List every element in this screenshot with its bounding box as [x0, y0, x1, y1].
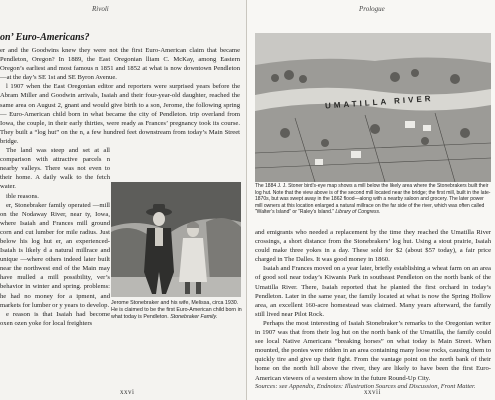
page-number-right: xxvii [364, 388, 381, 396]
map-caption-text: The 1884 J. J. Stoner bird’s-eye map shows a mill below the likely area where the Stonebrakers built their log hut. Note that the view above is of the second mill located near the bridge; the first mill, built in the late-1870s, but was swept away in the 1862 flood—along with a nearby saloon and grocery. The later power mill owners at this location enlarged a natural millrace on the far side of the river, which was often called “Walter’s Island” or “Raley’s Island.” [255, 183, 491, 216]
paragraph: and emigrants who needed a replacement by the time they reached the Umatilla River crossings, a short distance from the Stonebrakers’ log hut. Using a stout prairie, Isaiah could make three yokes in a day. These sold for $2 (about $57 today), a fair price charged in The Dalles. It was good money in 1860. [255, 229, 491, 264]
right-page [247, 0, 495, 400]
caption-credit: Stonebraker Family. [170, 314, 218, 321]
paragraph: e reason is that Isaiah had become oxen ozen yoke for local freighters [0, 310, 110, 327]
sources-note: Sources: see Appendix, Endnotes: Illustration Sources and Discussion, Front Matter. [255, 383, 476, 390]
paragraph: er, Stonebraker family operated —mill on the Nodaway River, near ty, Iowa, where Isaiah and Frances mill ground corn and cut lumber for mile radius. Just below his log hut er, an experienced-Isaiah is likely d a natural millrace and unique —where others indeed later built near the northwest end of the Main may have mulled a mill possibility, ver’s behavior in winter and spring. problems: he had no money for a ipment, and markets for lumber or y years to develop. [0, 201, 110, 309]
paragraph: Perhaps the most interesting of Isaiah Stonebraker’s remarks to the Oregonian writer in 1907 was that from their log hut on the north bank of the Umatilla, the family could see local Native Americans “breaking horses” on what today is Main Street. When mounted, the ponies were ridden in an area containing many loose rocks, causing them to quickly tire and give up their fight. From the vantage point on the north bank of their home on the north hill above the river, they are likely to have been the first Euro-American viewers of a western show in the future Round-Up City. [255, 319, 491, 382]
caption-text: Jerome Stonebraker and his wife, Melissa, circa 1930. He is claimed to be the first Euro-American child born in what today is Pendleton. [111, 300, 242, 321]
paragraph: er and the Goodwins knew they were not the first Euro-American claim that became Pendleton, Oregon? In 1889, the East Oregonian lliam C. McKay, among Eastern Oregon’s earliest and most famous n 1851 and 1852 at what is now downtown Pendleton—at the day’s SE 1st and SE Byron Avenue. [0, 47, 240, 82]
left-page [0, 0, 247, 400]
page-number-left: xxvi [120, 388, 135, 396]
map-caption [255, 183, 491, 216]
photo-caption [111, 300, 243, 322]
section-heading: on’ Euro-Americans? [0, 32, 90, 43]
stonebraker-couple-photo [111, 182, 241, 297]
paragraph: l 1907 when the East Oregonian editor and reporters were surprised years before the Abram Miller and Goodwin arrivals, Isaiah and their four-year-old daughter, reached the same area on August 2, gnant and would give birth to a son, Jerome, the following spring— Euro-American child born in what became the city of Pendleton. trip overland from Iowa, the couple, in their early thirties, were ready as Frances’ pregnancy took its course. They built a “log hut” on the n, a few hundred feet downstream from today’s Main Street bridge. [0, 83, 240, 145]
map-caption-credit: Library of Congress. [335, 209, 381, 216]
paragraph: The land was steep and set at all comparison with attractive parcels n nearby valleys. There was not even to their home. A daily walk to the fetch water. [0, 147, 110, 191]
right-body-text [255, 228, 491, 383]
running-head-left: Rivoli [92, 5, 109, 13]
birds-eye-map-image [255, 33, 491, 182]
paragraph: Isaiah and Frances moved on a year later, briefly establishing a wheat farm on an area of good soil near today’s Kiwanis Park in southeast Pendleton on the north bank of the Umatilla River. There, Isaiah reported that he planted the first orchard in today’s Pendleton. Later in the same year, the family located at what is now the Spring Hollow area, an excellent 160-acre homestead was claimed. Many years afterward, the family still lived near Pilot Rock. [255, 265, 491, 318]
paragraph: ible reasons. [6, 192, 39, 200]
map-river-label: UMATILLA RIVER [324, 93, 434, 111]
running-head-right: Prologue [359, 5, 385, 13]
